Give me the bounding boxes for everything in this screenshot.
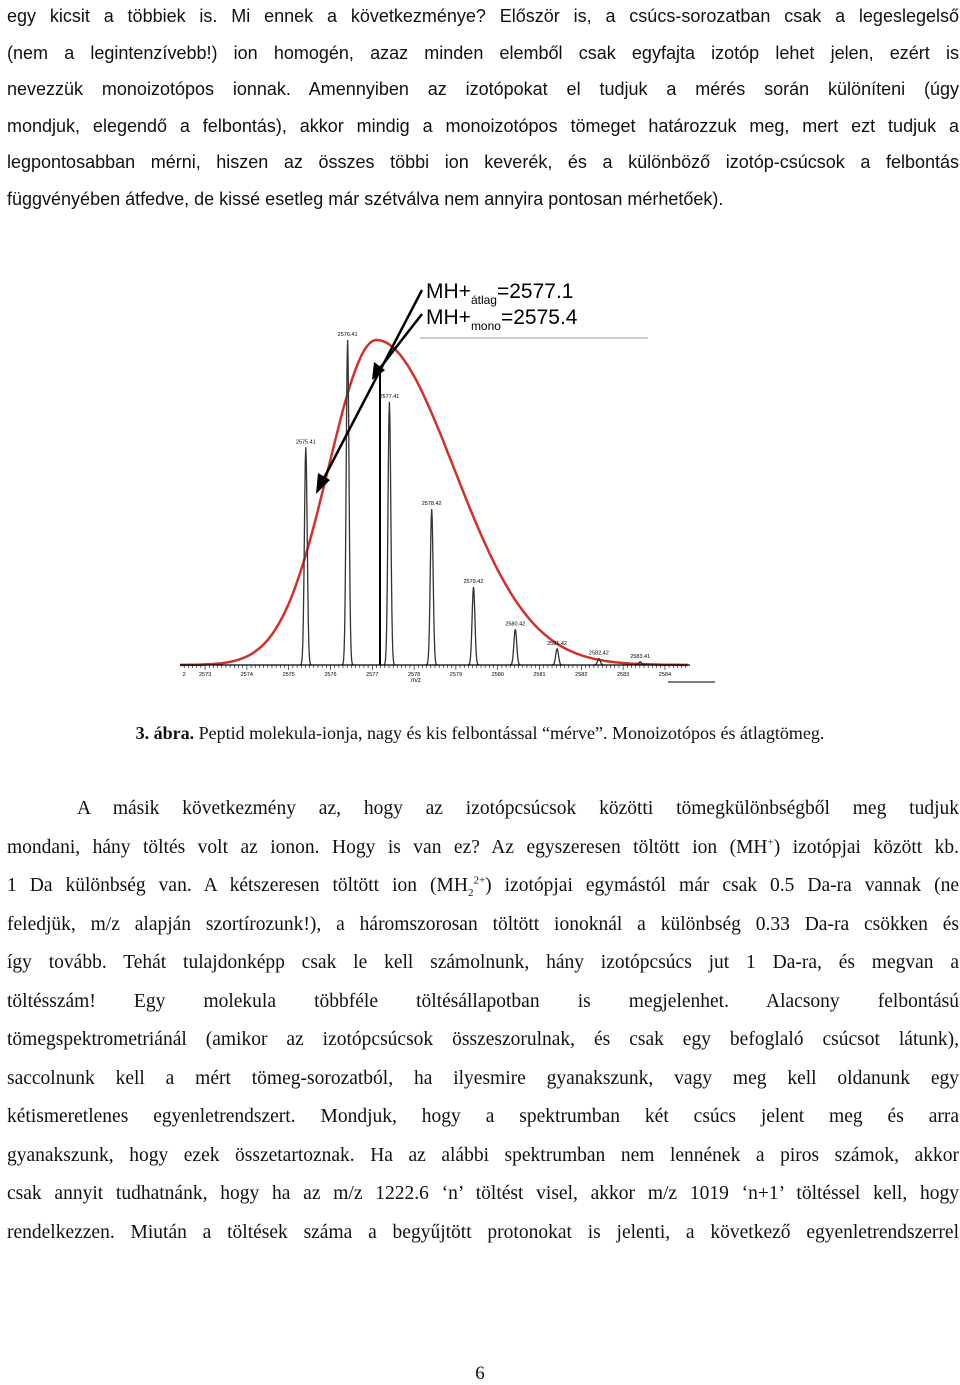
tick-label: 2582 <box>575 672 588 678</box>
text-line: saccolnunk kell a mért tömeg-sorozatból, ha ilyesmire gyanakszunk, vagy meg kell oldanunk egy <box>7 1067 959 1089</box>
peak-label: 2577.41 <box>379 393 400 400</box>
text-line: csak annyit tudhatnánk, hogy ha az m/z 1222.6 ‘n’ töltést visel, akkor m/z 1019 ‘n+1’ töltéssel kell, hogy <box>7 1183 959 1204</box>
text-line <box>7 829 959 868</box>
spectrum-chart <box>170 270 730 690</box>
intro-paragraph <box>7 0 959 218</box>
tick-label: 2574 <box>240 672 254 678</box>
text-line: feledjük, m/z alapján szortírozunk!), a háromszorosan töltött ionoknál a különbség 0.33 Da-ra csökken és <box>7 913 959 935</box>
text-line: egy kicsit a többiek is. Mi ennek a következménye? Először is, a csúcs-sorozatban csak a legeslegelső <box>7 6 959 26</box>
peak-label: 2583.41 <box>630 653 651 660</box>
isotope-peak <box>468 587 479 665</box>
text-line: tömegspektrometriánál (amikor az izotópcsúcsok összeszorulnak, és csak egy befoglaló csúcsot látunk), <box>7 1029 959 1050</box>
tick-label: 2573 <box>198 672 212 678</box>
peak-label: 2582.42 <box>588 650 609 657</box>
tick-label: 2578 <box>407 672 421 678</box>
text-line: kétismeretlenes egyenletrendszert. Mondjuk, hogy a spektrumban két csúcs jelent meg és arra <box>7 1106 959 1127</box>
mono-mass-label: $MH+_{mono}=2575.4$ <box>426 306 578 333</box>
text-line: függvényében átfedve, de kissé esetleg már szétválva nem annyira pontosan mérhetőek). <box>7 188 724 209</box>
isotope-peak <box>384 402 395 665</box>
isotope-peak <box>342 340 353 665</box>
arrow-line <box>323 290 422 480</box>
text-line: töltésszám! Egy molekula többféle töltésállapotban is megjelenhet. Alacsony felbontású <box>7 990 959 1012</box>
tick-label: 2576 <box>324 672 337 678</box>
figure-number: 3. ábra. <box>135 723 195 743</box>
text-line: (nem a legintenzívebb!) ion homogén, azaz minden elemből csak egyfajta izotóp lehet jelen, ezért is <box>7 42 959 63</box>
x-axis-tick-labels <box>183 672 671 678</box>
peak-label: 2579.42 <box>463 579 484 585</box>
text-line <box>7 867 959 906</box>
tick-label: 2584 <box>658 672 672 678</box>
isotope-peaks <box>300 340 646 665</box>
text-fragment: ) izotópjai között kb. <box>773 836 959 858</box>
body-paragraph <box>7 790 959 1252</box>
peak-label: 2576.41 <box>337 332 358 338</box>
tick-label: 2581 <box>533 672 546 678</box>
peak-label: 2581.42 <box>547 640 568 647</box>
mass-spectrum-figure <box>170 270 730 690</box>
formula-subscript: 2 <box>467 886 474 899</box>
arrows <box>316 290 422 665</box>
tick-label: 2 <box>182 672 186 678</box>
arrow-line <box>380 314 422 368</box>
tick-label: 2583 <box>616 672 630 678</box>
avg-mass-label: $MH+_{átlag}=2577.1$ <box>426 280 574 307</box>
isotope-peak <box>426 509 437 665</box>
text-line: nevezzük monoizotópos ionnak. Amennyiben az izotópokat el tudjuk a mérés során különíteni (úgy <box>7 79 959 100</box>
peak-label: 2580.42 <box>505 621 526 628</box>
figure-caption <box>0 723 960 744</box>
text-line: A másik következmény az, hogy az izotópcsúcsok közötti tömegkülönbségből meg tudjuk <box>77 798 959 819</box>
tick-label: 2580 <box>491 672 504 678</box>
text-line: legpontosabban mérni, hiszen az összes többi ion keverék, és a különböző izotóp-csúcsok a felbontás <box>7 152 959 173</box>
text-fragment: mondani, hány töltés volt az ionon. Hogy is van ez? Az egyszeresen töltött ion (MH <box>7 836 768 858</box>
isotope-peak <box>510 629 521 665</box>
x-axis-label: m/z <box>411 678 421 684</box>
charge-superscript: 2+ <box>473 874 486 887</box>
text-line: így tovább. Tehát tulajdonképp csak le kell számolnunk, hány izotópcsúcs jut 1 Da-ra, és megvan a <box>7 952 959 973</box>
page-number: 6 <box>475 1363 485 1384</box>
isotope-peak <box>552 649 563 665</box>
tick-label: 2577 <box>366 672 379 678</box>
text-line: gyanakszunk, hogy ezek összetartoznak. Ha az alábbi spektrumban nem lennének a piros számok, akkor <box>7 1144 959 1166</box>
peak-label: 2578.42 <box>421 501 442 507</box>
tick-label: 2575 <box>282 672 295 678</box>
text-line: rendelkezzen. Miután a töltések száma a begyűjtött protonokat is jelenti, a következő egyenletrendszerrel <box>7 1221 959 1243</box>
charge-superscript: + <box>767 836 774 848</box>
text-fragment: ) izotópjai egymástól már csak 0.5 Da-ra vannak (ne <box>485 875 959 896</box>
x-axis-ticks <box>184 665 686 670</box>
caption-text: Peptid molekula-ionja, nagy és kis felbontással “mérve”. Monoizotópos és átlagtömeg. <box>198 723 825 743</box>
text-line: mondjuk, elegendő a felbontás), akkor mindig a monoizotópos tömeget határozzuk meg, mert ezt tudjuk a <box>7 115 959 136</box>
text-fragment: 1 Da különbség van. A kétszeresen töltött ion (MH <box>7 875 468 896</box>
tick-label: 2579 <box>449 672 463 678</box>
peak-label: 2575.41 <box>295 439 316 446</box>
